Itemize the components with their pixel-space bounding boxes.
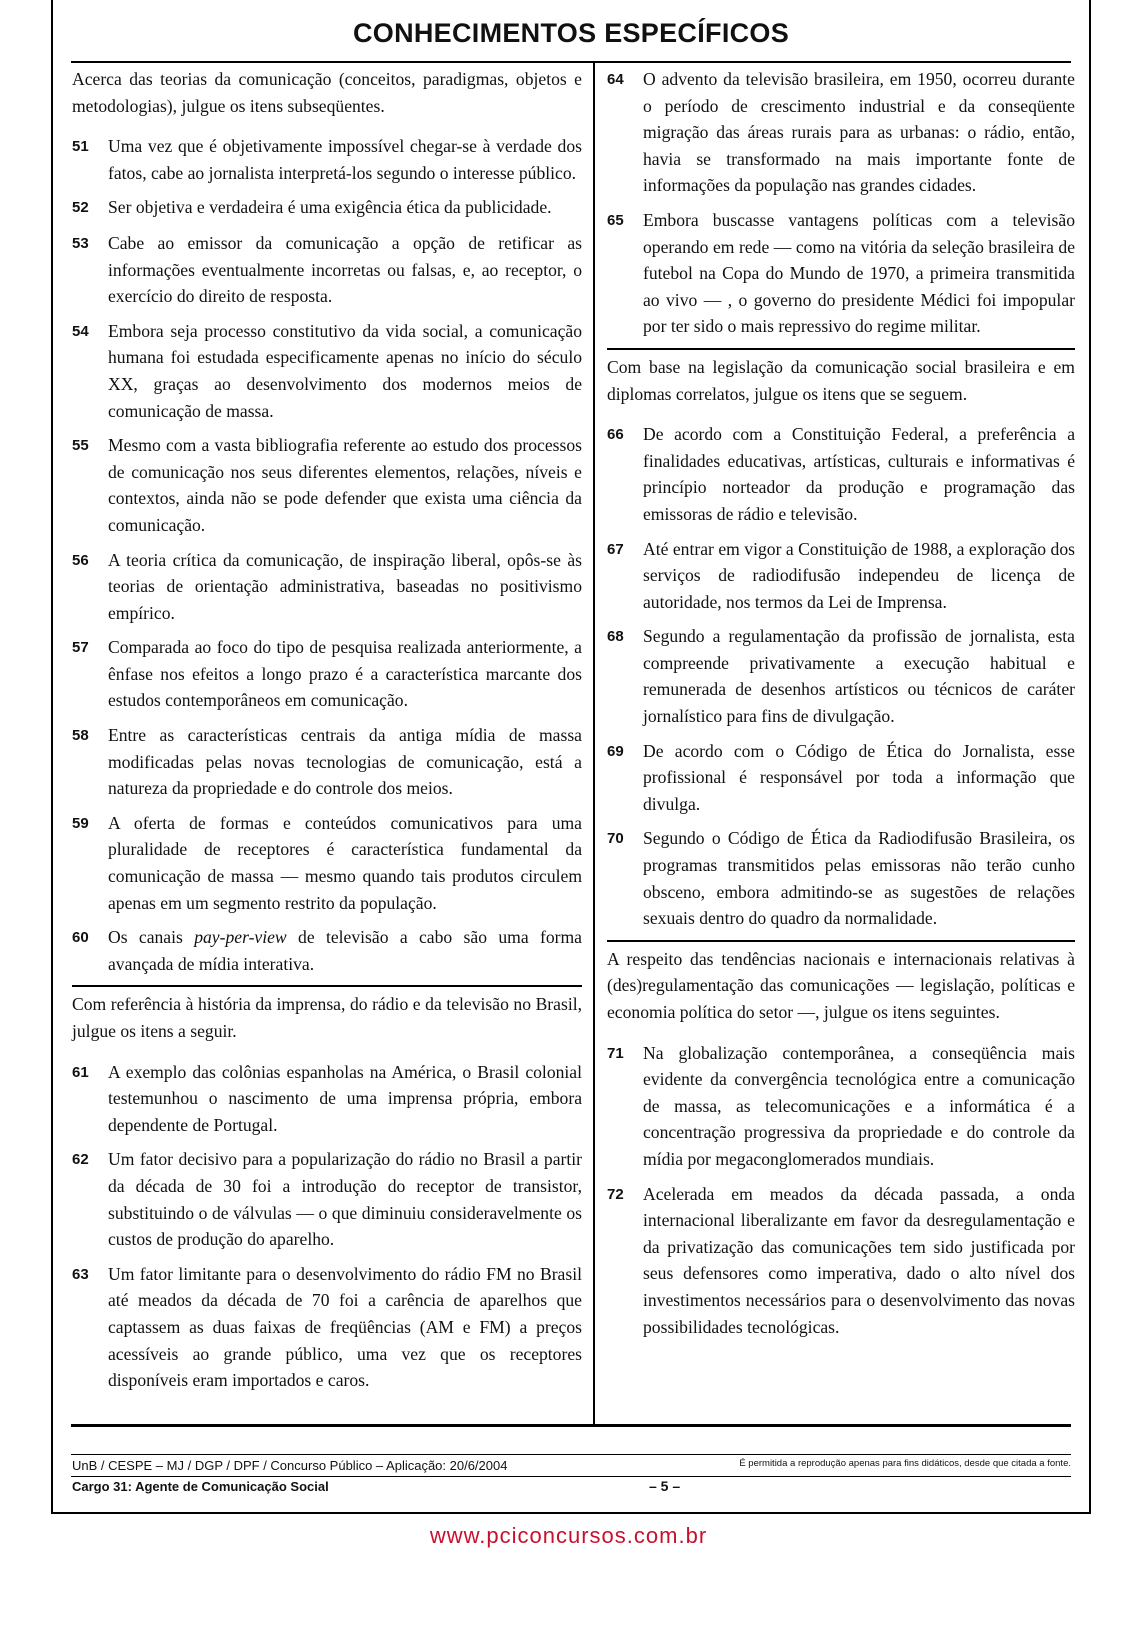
source-url[interactable]: www.pciconcursos.com.br: [429, 1523, 708, 1548]
question-text: Segundo a regulamentação da profissão de jornalista, esta compreende privativamente a execução habitual e remunerada de desenhos artísticos ou técnicos de caráter jornalístico para fins de divulgação.: [643, 626, 1075, 727]
page-number: – 5 –: [649, 1478, 681, 1494]
question-text: Entre as características centrais da antiga mídia de massa modificadas pelas novas tecnologias de comunicação, está a natureza da propriedade e do controle dos meios.: [108, 725, 582, 799]
question-list: [607, 1040, 1075, 1341]
question-number: 57: [72, 639, 89, 657]
question-item: [72, 194, 582, 222]
right-column: [607, 66, 1075, 1348]
question-text: Os canais pay-per-view de televisão a cabo são uma forma avançada de mídia interativa.: [108, 927, 582, 974]
question-number: 51: [72, 138, 89, 156]
question-item: [72, 318, 582, 424]
question-number: 64: [607, 71, 624, 88]
section-intro: Acerca das teorias da comunicação (conceitos, paradigmas, objetos e metodologias), julgue os itens subseqüentes.: [72, 69, 582, 116]
question-item: [72, 810, 582, 916]
question-text: De acordo com a Constituição Federal, a preferência a finalidades educativas, artísticas, culturais e informativas é princípio norteador da produção e programação das emissoras de rádio e televisão.: [643, 424, 1075, 524]
question-list: [607, 421, 1075, 932]
question-number: 62: [72, 1151, 89, 1169]
question-number: 59: [72, 814, 89, 832]
divider: [71, 61, 1071, 63]
question-number: 69: [607, 742, 624, 760]
question-item: [72, 133, 582, 186]
question-list: [72, 1059, 582, 1394]
divider: [607, 940, 1075, 942]
question-number: 65: [607, 211, 624, 229]
question-text: Cabe ao emissor da comunicação a opção de retificar as informações eventualmente incorretas ou falsas, e, ao receptor, o exercício do direito de resposta.: [108, 232, 582, 307]
question-number: 55: [72, 437, 89, 455]
exam-page: [51, 0, 1091, 1514]
question-item: [607, 1181, 1075, 1341]
question-item: [72, 1146, 582, 1252]
page-title: CONHECIMENTOS ESPECÍFICOS: [352, 18, 790, 48]
question-number: 63: [72, 1265, 89, 1283]
divider: [71, 1476, 1071, 1477]
question-number: 58: [72, 727, 89, 745]
question-list: [607, 66, 1075, 340]
question-item: [72, 230, 582, 310]
question-number: 61: [72, 1063, 89, 1081]
question-item: [72, 1059, 582, 1139]
left-column: [72, 66, 582, 1402]
question-item: [72, 924, 582, 977]
question-text: Até entrar em vigor a Constituição de 1988, a exploração dos serviços de radiodifusão independeu de licença de autoridade, nos termos da Lei de Imprensa.: [643, 538, 1075, 612]
question-item: [72, 634, 582, 714]
divider: [72, 985, 582, 987]
question-number: 72: [607, 1185, 624, 1203]
section-intro: Com referência à história da imprensa, do rádio e da televisão no Brasil, julgue os itens a seguir.: [72, 994, 582, 1041]
question-item: [72, 722, 582, 802]
reproduction-notice: É permitida a reprodução apenas para fins didáticos, desde que citada a fonte.: [739, 1458, 1071, 1469]
divider: [607, 348, 1075, 350]
question-item: [607, 66, 1075, 199]
question-text: Segundo o Código de Ética da Radiodifusão Brasileira, os programas transmitidos pelas emissoras não terão cunho obsceno, embora admitindo-se as sugestões de relações sexuais dentro do quadro da normalidade.: [643, 828, 1075, 929]
question-number: 71: [607, 1044, 624, 1062]
question-number: 53: [72, 234, 89, 252]
question-number: 67: [607, 540, 624, 558]
question-number: 54: [72, 322, 89, 340]
question-text: Mesmo com a vasta bibliografia referente ao estudo dos processos de comunicação nos seus diferentes elementos, relações, níveis e contextos, ainda não se pode defender que exista uma ciência da comunicação.: [108, 435, 582, 535]
question-item: [72, 547, 582, 627]
question-item: [607, 536, 1075, 616]
question-number: 52: [72, 199, 89, 217]
question-list: [72, 133, 582, 916]
question-item: [607, 623, 1075, 729]
question-item: [607, 1040, 1075, 1173]
question-text: Na globalização contemporânea, a conseqüência mais evidente da convergência tecnológica entre a comunicação de massa, as telecomunicações e a informática é a concentração progressiva da propriedade e do controle da mídia por megaconglomerados mundiais.: [643, 1042, 1075, 1169]
question-item: [607, 421, 1075, 527]
question-number: 56: [72, 551, 89, 569]
section-intro: A respeito das tendências nacionais e internacionais relativas à (des)regulamentação das comunicações — legislação, políticas e economia política do setor —, julgue os itens seguintes.: [607, 948, 1075, 1022]
question-number: 70: [607, 830, 624, 848]
question-text: Um fator limitante para o desenvolvimento do rádio FM no Brasil até meados da década de 70 foi a carência de aparelhos que captassem as duas faixas de freqüências (AM e FM) a preços acessíveis ao grande público, uma vez que os receptores disponíveis eram importados e caros.: [108, 1263, 582, 1391]
question-text: Um fator decisivo para a popularização do rádio no Brasil a partir da década de 30 foi a introdução do receptor de transistor, substituindo o de válvulas — o que diminuiu consideravelmente os custos de produção do aparelho.: [108, 1149, 582, 1250]
question-text: Ser objetiva e verdadeira é uma exigência ética da publicidade.: [108, 197, 552, 218]
question-item: [72, 1261, 582, 1394]
question-text: O advento da televisão brasileira, em 1950, ocorreu durante o período de crescimento industrial e da conseqüente migração das áreas rurais para as urbanas: o rádio, então, havia se transformado na mais importante fonte de informações da população nas grandes cidades.: [643, 69, 1075, 196]
question-text: Embora buscasse vantagens políticas com a televisão operando em rede — como na vitória da seleção brasileira de futebol na Copa do Mundo de 1970, a primeira transmitida ao vivo — , o governo do presidente Médici foi impopular por ter sido o mais repressivo do regime militar.: [643, 209, 1075, 337]
question-item: [72, 432, 582, 538]
question-text: A exemplo das colônias espanholas na América, o Brasil colonial testemunhou o nascimento de uma imprensa própria, embora dependente de Portugal.: [108, 1061, 582, 1135]
column-divider: [593, 62, 595, 1424]
divider: [71, 1424, 1071, 1427]
question-text: Uma vez que é objetivamente impossível chegar-se à verdade dos fatos, cabe ao jornalista interpretá-los segundo o interesse público.: [108, 136, 582, 183]
question-item: [607, 207, 1075, 340]
divider: [71, 1454, 1071, 1455]
exam-info: UnB / CESPE – MJ / DGP / DPF / Concurso Público – Aplicação: 20/6/2004: [72, 1458, 508, 1473]
question-text: De acordo com o Código de Ética do Jornalista, esse profissional é responsável por toda a informação que divulga.: [643, 740, 1075, 814]
question-text: Comparada ao foco do tipo de pesquisa realizada anteriormente, a ênfase nos efeitos a longo prazo é a característica marcante dos estudos contemporâneos em comunicação.: [108, 637, 582, 711]
question-text: Embora seja processo constitutivo da vida social, a comunicação humana foi estudada especificamente apenas no início do século XX, graças ao desenvolvimento dos modernos meios de comunicação de massa.: [108, 320, 582, 421]
question-text: A oferta de formas e conteúdos comunicativos para uma pluralidade de receptores é característica fundamental da comunicação de massa — mesmo quando tais produtos circulem apenas em um segmento restrito da população.: [108, 812, 582, 913]
section-intro: Com base na legislação da comunicação social brasileira e em diplomas correlatos, julgue os itens que se seguem.: [607, 356, 1075, 404]
question-text: Acelerada em meados da década passada, a onda internacional liberalizante em favor da desregulamentação e da privatização das comunicações tem sido justificada por seus defensores como imperativa, dado o alto nível dos investimentos necessários para o desenvolvimento das novas possibilidades tecnológicas.: [643, 1183, 1075, 1337]
question-item: [607, 738, 1075, 818]
question-number: 66: [607, 426, 624, 444]
cargo-label: Cargo 31: Agente de Comunicação Social: [72, 1479, 329, 1494]
question-text: A teoria crítica da comunicação, de inspiração liberal, opôs-se às teorias de orientação administrativa, baseadas no positivismo empírico.: [108, 549, 582, 623]
question-item: [607, 825, 1075, 931]
question-number: 68: [607, 628, 624, 646]
question-number: 60: [72, 929, 89, 947]
